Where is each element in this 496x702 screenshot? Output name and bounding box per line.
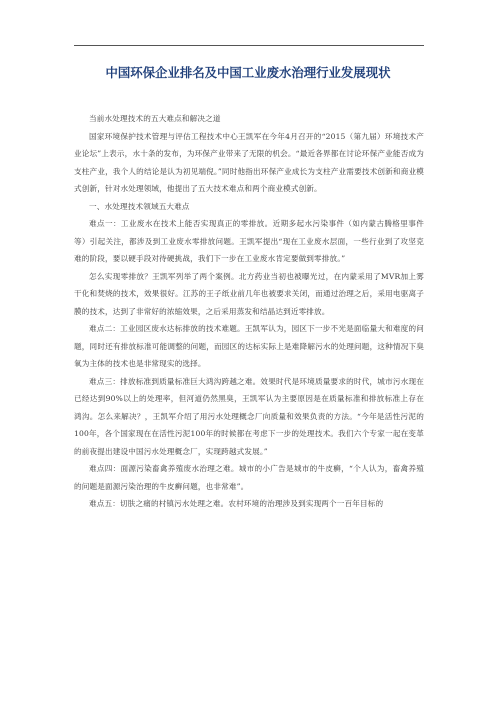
paragraph-zero-discharge-cases: 怎么实现零排放？王凯军列举了两个案例。北方药业当初也被曝光过，在内蒙采用了MVR加上雾干化和焚烧的技术，效果很好。江苏的王子纸业前几年也被要求关闭，而通过治理之后，采用电驱离子膜的技术，达到了非常好的浓缩效果，之后采用蒸发和结晶达到近零排放。 <box>74 271 424 316</box>
paragraph-difficulty-3: 难点三：排放标准到质量标准巨大鸿沟跨越之难。效果时代是环境质量要求的时代，城市污水现在已经达到90%以上的处理率，但河道仍然黑臭，王凯军认为主要原因是在质量标准和排放标准上存在鸿沟。怎么来解决？，王凯军介绍了用污水处理概念厂向质量和效果负责的方法。“今年是活性污泥的100年，各个国家现在在活性污泥100年的时候都在考虑下一步的处理技术。我们六个专家一起在变革的前夜提出建设中国污水处理概念厂，实现跨越式发展。” <box>74 376 424 456</box>
paragraph-difficulty-4: 难点四：面源污染畜禽养殖废水治理之难。城市的小广告是城市的牛皮癣，“个人认为，畜禽养殖的问题是面源污染治理的牛皮癣问题，也非常难”。 <box>74 464 424 491</box>
document-body <box>74 110 424 513</box>
paragraph-intro: 国家环境保护技术管理与评估工程技术中心王凯军在今年4月召开的“2015（第九届）环境技术产业论坛”上表示，水十条的发布，为环保产业带来了无限的机会。“最近各界都在讨论环保产业能否成为支柱产业，我个人的结论是认为初见端倪。”同时他指出环保产业成长为支柱产业需要技术创新和商业模式创新，针对水处理领域，他提出了五大技术难点和两个商业模式创新。 <box>74 131 424 193</box>
header-rule <box>74 45 424 46</box>
paragraph-difficulty-2: 难点二：工业园区废水达标排放的技术难题。王凯军认为，园区下一步不光是面临量大和难度的问题，同时还有排放标准可能调整的问题，而园区的达标实际上是难降解污水的处理问题，这种情况下臭氧为主体的技术也是非常现实的选择。 <box>74 324 424 368</box>
paragraph-subheading: 一、水处理技术领域五大难点 <box>89 201 190 211</box>
paragraph-difficulty-5: 难点五：切肤之痛的村镇污水处理之难。农村环境的治理涉及到实现两个一百年目标的 <box>89 499 384 508</box>
paragraph-section-heading: 当前水处理技术的五大难点和解决之道 <box>89 114 221 123</box>
paragraph-difficulty-1: 难点一：工业废水在技术上能否实现真正的零排放。近期多起水污染事件（如内蒙古腾格里事件等）引起关注，都涉及到工业废水零排放问题。王凯军提出“现在工业废水层面，一些行业到了攻坚克难的阶段，要以硬手段对待硬挑战，我们下一步在工业废水肯定要做到零排放。” <box>74 219 424 263</box>
document-title: 中国环保企业排名及中国工业废水治理行业发展现状 <box>105 65 391 80</box>
